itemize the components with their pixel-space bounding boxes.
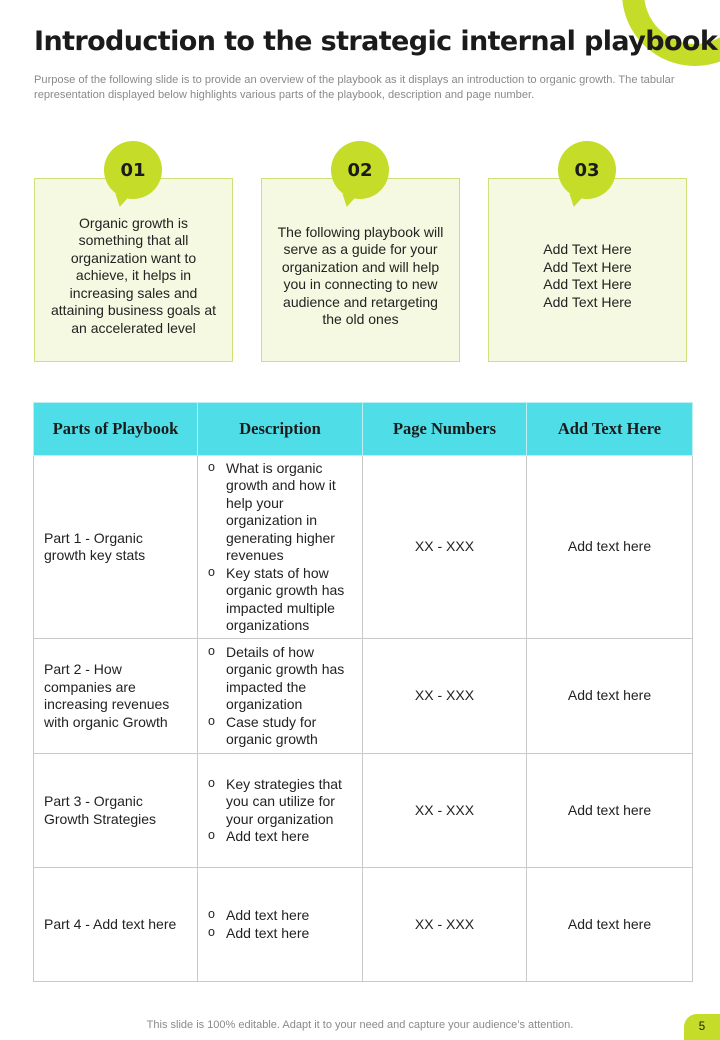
playbook-table: [33, 402, 693, 982]
part-cell: Part 4 - Add text here: [34, 868, 198, 982]
part-cell: Part 2 - How companies are increasing revenues with organic Growth: [34, 639, 198, 754]
list-item: o Add text here: [226, 907, 352, 925]
description-list: [208, 460, 352, 635]
extra-cell: Add text here: [527, 754, 693, 868]
list-item: o Details of how organic growth has impacted the organization: [226, 644, 352, 714]
table-row: [34, 754, 693, 868]
page-numbers-cell: XX - XXX: [363, 868, 527, 982]
description-cell: [198, 868, 363, 982]
description-cell: [198, 456, 363, 639]
description-list: [208, 776, 352, 846]
number-bubble: 03: [558, 141, 616, 199]
column-header: Description: [198, 403, 363, 456]
list-item: o Key strategies that you can utilize for your organization: [226, 776, 352, 829]
intro-card-2: [261, 178, 460, 362]
page-number-badge: 5: [684, 1014, 720, 1040]
extra-cell: Add text here: [527, 868, 693, 982]
page-numbers-cell: XX - XXX: [363, 456, 527, 639]
intro-card-1: [34, 178, 233, 362]
page-title: Introduction to the strategic internal playbook: [34, 26, 718, 57]
description-list: [208, 907, 352, 942]
list-item: o Add text here: [226, 828, 352, 846]
table-row: [34, 456, 693, 639]
table-header-row: [34, 403, 693, 456]
page-subtitle: Purpose of the following slide is to provide an overview of the playbook as it displays an introduction to organic growth. The tabular representation displayed below highlights various parts of the playbook, description and page number.: [34, 74, 675, 101]
intro-card-text: Organic growth is something that all organization want to achieve, it helps in increasing sales and attaining business goals at an accelerated level: [51, 214, 216, 336]
part-cell: Part 3 - Organic Growth Strategies: [34, 754, 198, 868]
extra-cell: Add text here: [527, 456, 693, 639]
column-header: Parts of Playbook: [34, 403, 198, 456]
number-bubble: 01: [104, 141, 162, 199]
footer-note: This slide is 100% editable. Adapt it to your need and capture your audience’s attention.: [146, 1019, 574, 1031]
description-cell: [198, 639, 363, 754]
page-numbers-cell: XX - XXX: [363, 754, 527, 868]
list-item: o Case study for organic growth: [226, 714, 352, 749]
table-row: [34, 639, 693, 754]
intro-card-3: [488, 178, 687, 362]
intro-card-text: Add Text Here Add Text Here Add Text Here Add Text Here: [543, 241, 632, 310]
list-item: o What is organic growth and how it help your organization in generating higher revenues: [226, 460, 352, 565]
description-list: [208, 644, 352, 749]
extra-cell: Add text here: [527, 639, 693, 754]
intro-card-text: The following playbook will serve as a guide for your organization and will help you in connecting to new audience and retargeting the old ones: [277, 223, 444, 327]
list-item: o Add text here: [226, 925, 352, 943]
page-numbers-cell: XX - XXX: [363, 639, 527, 754]
part-cell: Part 1 - Organic growth key stats: [34, 456, 198, 639]
column-header: Add Text Here: [527, 403, 693, 456]
table-row: [34, 868, 693, 982]
number-bubble: 02: [331, 141, 389, 199]
description-cell: [198, 754, 363, 868]
column-header: Page Numbers: [363, 403, 527, 456]
list-item: o Key stats of how organic growth has impacted multiple organizations: [226, 565, 352, 635]
